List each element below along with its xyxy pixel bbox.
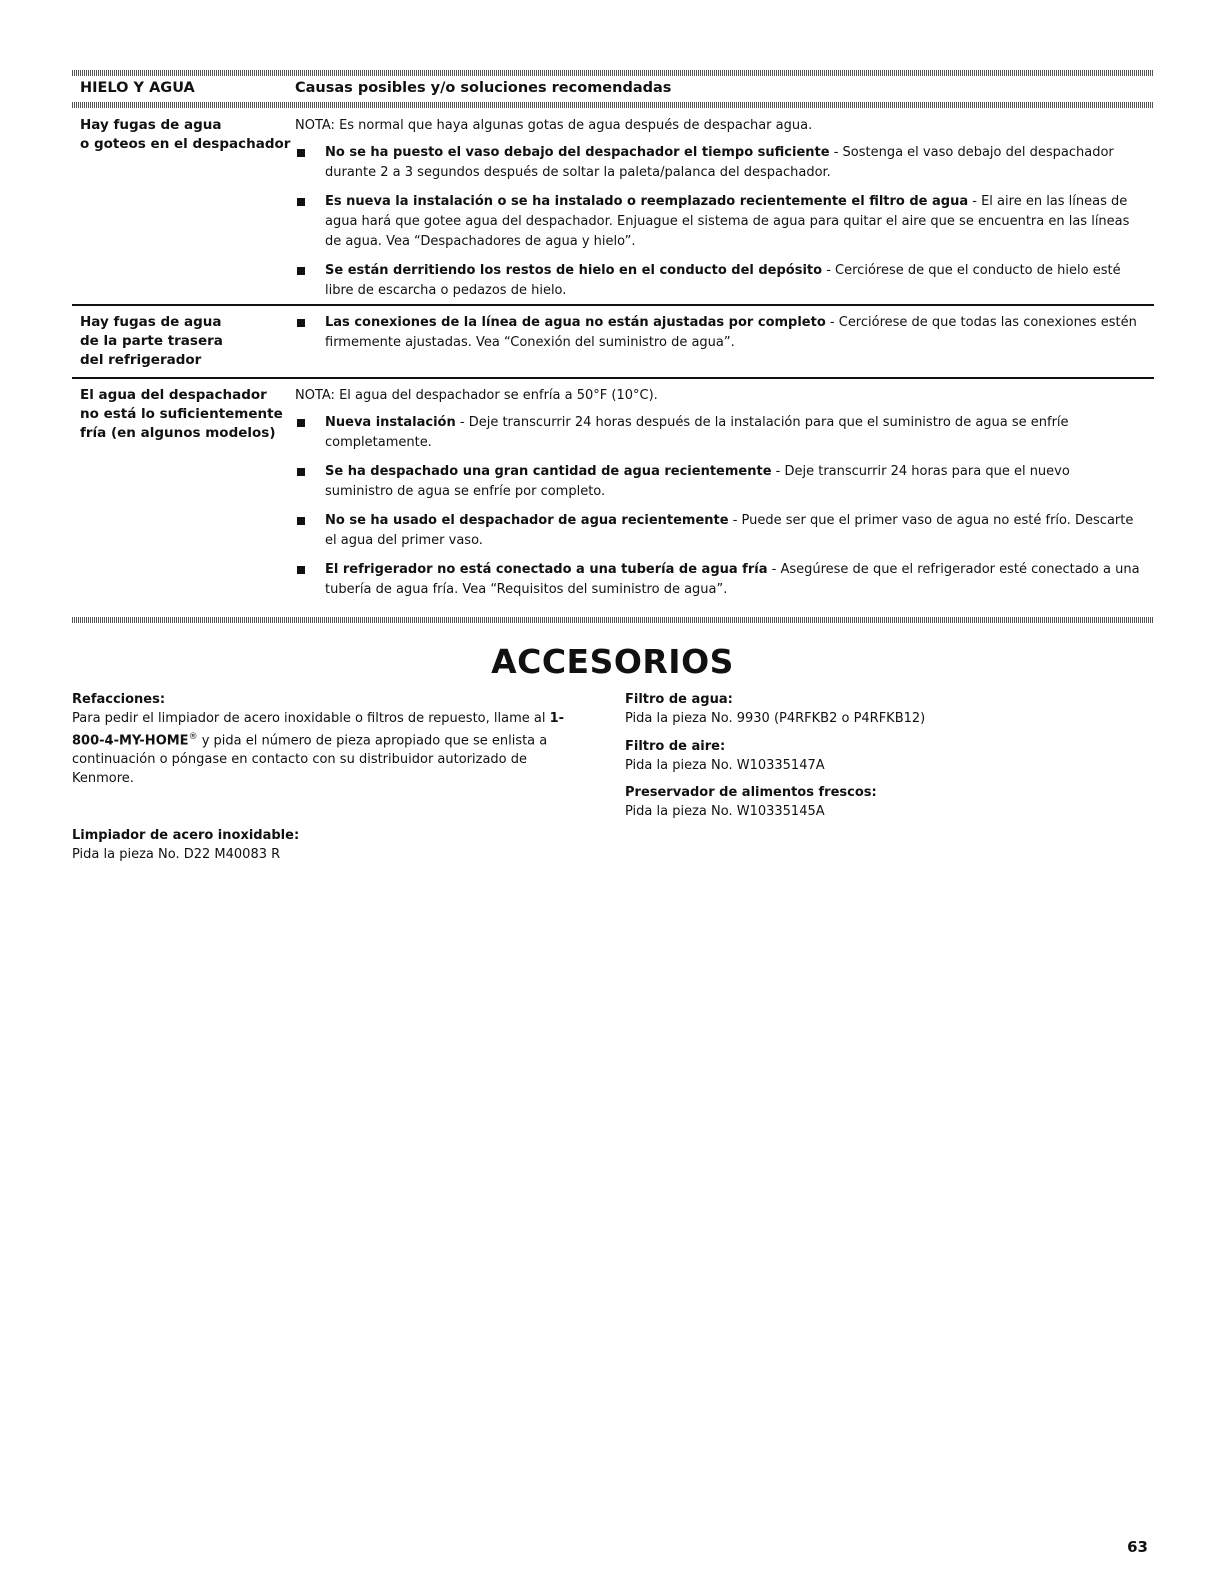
air-filter-section [625,737,1145,775]
bullet-square-icon [297,319,305,327]
condition-line: Hay fugas de agua [80,314,222,330]
solution-cause: Las conexiones de la línea de agua no están ajustadas por completo [325,315,826,330]
parts-text [72,709,590,788]
solution-text: - Cerciórese de que todas las conexiones estén firmemente ajustadas. Vea “Conexión del suministro de agua”. [325,315,1137,350]
solution-item [295,462,1140,502]
solution-item [295,560,1140,600]
solution-text: - Deje transcurrir 24 horas después de la instalación para que el suministro de agua se enfríe completamente. [325,415,1069,450]
condition-line: de la parte trasera [80,333,223,349]
solution-text: - El aire en las líneas de agua hará que gotee agua del despachador. Enjuague el sistema de agua para quitar el aire que se encuentra en las líneas de agua. Vea “Despachadores de agua y hielo”. [325,194,1130,249]
parts-text-intro: Para pedir el limpiador de acero inoxidable o filtros de repuesto, llame al [72,711,546,726]
solution-item [295,313,1140,353]
solution-cause: Se están derritiendo los restos de hielo en el conducto del depósito [325,263,823,278]
solution-item [295,261,1140,301]
solution-cause: Se ha despachado una gran cantidad de agua recientemente [325,464,772,479]
cleaner-heading: Limpiador de acero inoxidable: [72,828,300,843]
solution-cause: Es nueva la instalación o se ha instalado o reemplazado recientemente el filtro de agua [325,194,969,209]
row-divider [72,304,1154,306]
water-filter-heading: Filtro de agua: [625,692,733,707]
bullet-square-icon [297,468,305,476]
solution-text: - Asegúrese de que el refrigerador esté conectado a una tubería de agua fría. Vea “Requisitos del suministro de agua”. [325,562,1140,597]
solution-cause: El refrigerador no está conectado a una tubería de agua fría [325,562,768,577]
table-header-category: HIELO Y AGUA [80,80,195,96]
top-hatched-rule [72,70,1154,76]
condition-line: fría (en algunos modelos) [80,425,276,441]
condition-line: Hay fugas de agua [80,117,222,133]
bullet-square-icon [297,149,305,157]
solution-item [295,511,1140,551]
bullet-square-icon [297,566,305,574]
cleaner-text: Pida la pieza No. D22 M40083 R [72,847,281,862]
solution-item [295,192,1140,252]
air-filter-heading: Filtro de aire: [625,739,726,754]
row-condition [80,116,291,154]
row-note: NOTA: Es normal que haya algunas gotas de agua después de despachar agua. [295,118,813,133]
water-filter-text: Pida la pieza No. 9930 (P4RFKB2 o P4RFKB12) [625,711,926,726]
parts-section [72,690,590,788]
page-number: 63 [1127,1538,1148,1556]
preserver-section [625,783,1145,821]
table-header [80,80,1150,100]
parts-text-rest: y pida el número de pieza apropiado que se enlista a continuación o póngase en contacto con su distribuidor autorizado de Kenmore. [72,733,548,787]
bullet-square-icon [297,267,305,275]
condition-line: no está lo suficientemente [80,406,283,422]
solution-item [295,143,1140,183]
row-condition [80,313,285,370]
table-row [80,386,1150,606]
parts-phone-number: 1-800-4-MY-HOME [72,711,565,749]
cleaner-section [72,826,590,864]
solution-item [295,413,1140,453]
table-row [80,313,1150,373]
solution-cause: No se ha puesto el vaso debajo del despachador el tiempo suficiente [325,145,830,160]
row-condition [80,386,285,443]
water-filter-section [625,690,1145,728]
solution-text: - Puede ser que el primer vaso de agua no esté frío. Descarte el agua del primer vaso. [325,513,1134,548]
parts-heading: Refacciones: [72,692,166,707]
table-header-solutions: Causas posibles y/o soluciones recomendadas [295,80,672,96]
row-note: NOTA: El agua del despachador se enfría a 50°F (10°C). [295,388,658,403]
condition-line: El agua del despachador [80,387,267,403]
row-divider [72,377,1154,379]
preserver-heading: Preservador de alimentos frescos: [625,785,877,800]
registered-mark: ® [188,732,198,742]
solution-text: - Cerciórese de que el conducto de hielo esté libre de escarcha o pedazos de hielo. [325,263,1121,298]
bullet-square-icon [297,198,305,206]
preserver-text: Pida la pieza No. W10335145A [625,804,825,819]
solution-text: - Sostenga el vaso debajo del despachador durante 2 a 3 segundos después de soltar la paleta/palanca del despachador. [325,145,1114,180]
row-solutions [295,386,1140,609]
section-title: ACCESORIOS [491,642,734,681]
bullet-square-icon [297,419,305,427]
air-filter-text: Pida la pieza No. W10335147A [625,758,825,773]
condition-line: o goteos en el despachador [80,136,291,152]
table-row [80,116,1150,301]
bullet-square-icon [297,517,305,525]
row-solutions [295,313,1140,362]
row-solutions [295,116,1140,310]
condition-line: del refrigerador [80,352,202,368]
solution-cause: No se ha usado el despachador de agua recientemente [325,513,729,528]
header-hatched-rule [72,102,1154,108]
bottom-hatched-rule [72,617,1154,623]
solution-cause: Nueva instalación [325,415,456,430]
solution-text: - Deje transcurrir 24 horas para que el nuevo suministro de agua se enfríe por completo. [325,464,1070,499]
